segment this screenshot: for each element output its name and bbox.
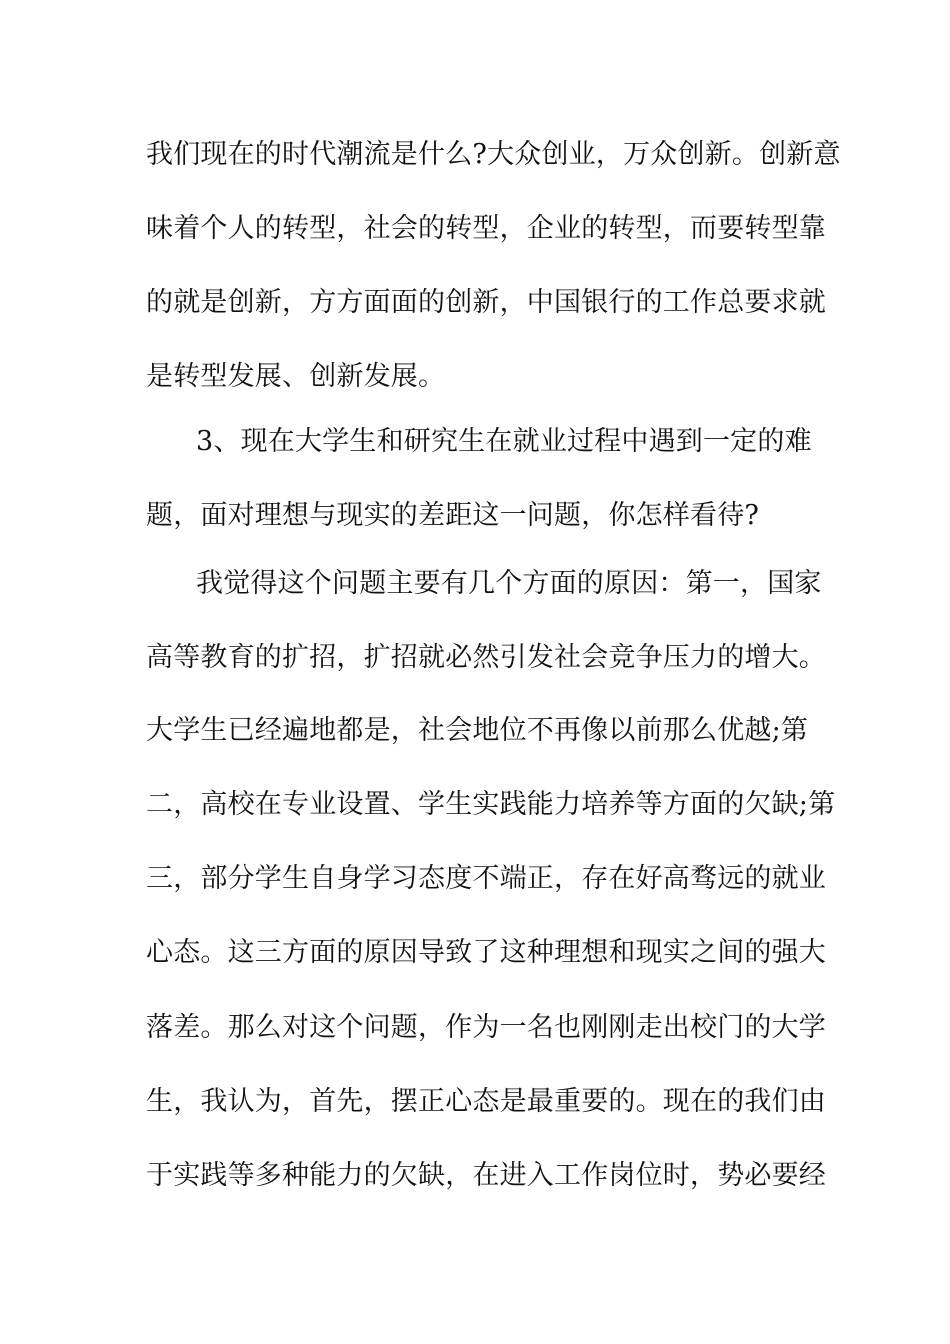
text-line: 二，高校在专业设置、学生实践能力培养等方面的欠缺;第	[146, 789, 836, 820]
question-heading: 3、现在大学生和研究生在就业过程中遇到一定的难	[196, 426, 812, 457]
text-line: 我们现在的时代潮流是什么?大众创业，万众创新。创新意	[146, 139, 841, 170]
text-line: 落差。那么对这个问题，作为一名也刚刚走出校门的大学	[146, 1012, 826, 1043]
text-line: 高等教育的扩招，扩招就必然引发社会竞争压力的增大。	[146, 642, 826, 673]
text-line: 味着个人的转型，社会的转型，企业的转型，而要转型靠	[146, 213, 826, 244]
text-line: 于实践等多种能力的欠缺，在进入工作岗位时，势必要经	[146, 1160, 826, 1191]
text-line: 大学生已经遍地都是，社会地位不再像以前那么优越;第	[146, 715, 809, 746]
text-line: 心态。这三方面的原因导致了这种理想和现实之间的强大	[146, 937, 826, 968]
text-line: 题，面对理想与现实的差距这一问题，你怎样看待?	[146, 500, 760, 531]
text-line: 是转型发展、创新发展。	[146, 361, 446, 392]
text-line: 三，部分学生自身学习态度不端正，存在好高骛远的就业	[146, 863, 826, 894]
paragraph-start: 我觉得这个问题主要有几个方面的原因：第一，国家	[196, 568, 822, 599]
text-line: 的就是创新，方方面面的创新，中国银行的工作总要求就	[146, 287, 826, 318]
text-line: 生，我认为，首先，摆正心态是最重要的。现在的我们由	[146, 1086, 826, 1117]
